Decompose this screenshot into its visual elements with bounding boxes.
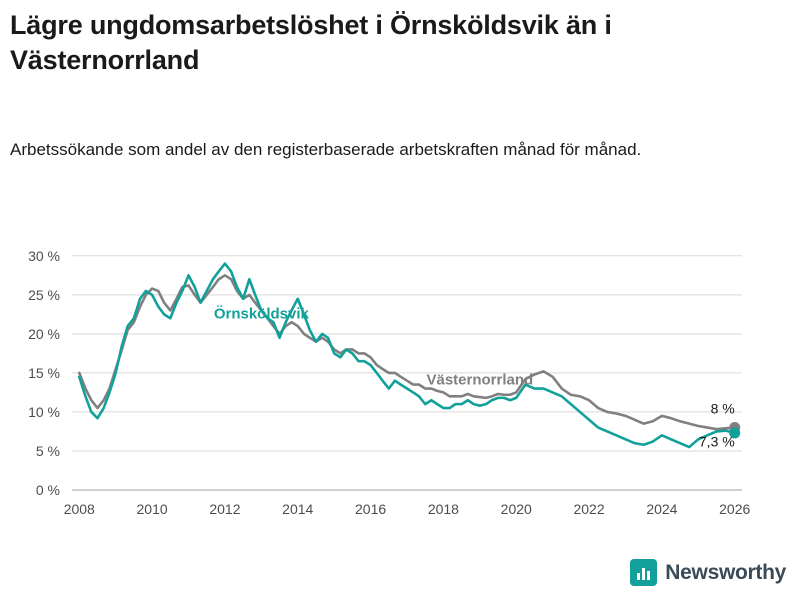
page-title: Lägre ungdomsarbetslöshet i Örnsköldsvik än i Västernorrland [10,10,612,75]
y-tick-label: 15 % [28,364,60,381]
series-annotation-label: Örnsköldsvik [213,305,309,323]
y-tick-label: 0 % [35,482,60,498]
y-tick-label: 20 % [28,325,60,342]
x-tick-label: 2014 [282,501,314,517]
logo-text: Newsworthy [665,560,786,584]
y-tick-label: 30 % [28,247,60,264]
x-tick-label: 2020 [500,501,532,517]
page-subtitle: Arbetssökande som andel av den registerbaserade arbetskraften månad för månad. [10,140,642,159]
value-annotation-label: 7,3 % [698,433,735,450]
x-tick-label: 2022 [573,501,605,517]
series-annotation-label: Västernorrland [426,371,534,389]
y-tick-label: 5 % [35,442,60,459]
y-tick-label: 10 % [28,403,60,420]
newsworthy-logo [630,559,786,586]
x-tick-label: 2012 [209,501,241,517]
line-chart [0,230,800,540]
x-tick-label: 2010 [136,501,168,517]
bar-chart-icon [630,559,657,586]
x-tick-label: 2024 [646,501,678,517]
x-tick-label: 2026 [719,501,751,517]
x-tick-label: 2016 [355,501,387,517]
y-tick-label: 25 % [28,286,60,303]
chart-container [0,230,800,540]
x-tick-label: 2018 [427,501,459,517]
value-annotation-label: 8 % [710,400,735,417]
x-tick-label: 2008 [63,501,95,517]
